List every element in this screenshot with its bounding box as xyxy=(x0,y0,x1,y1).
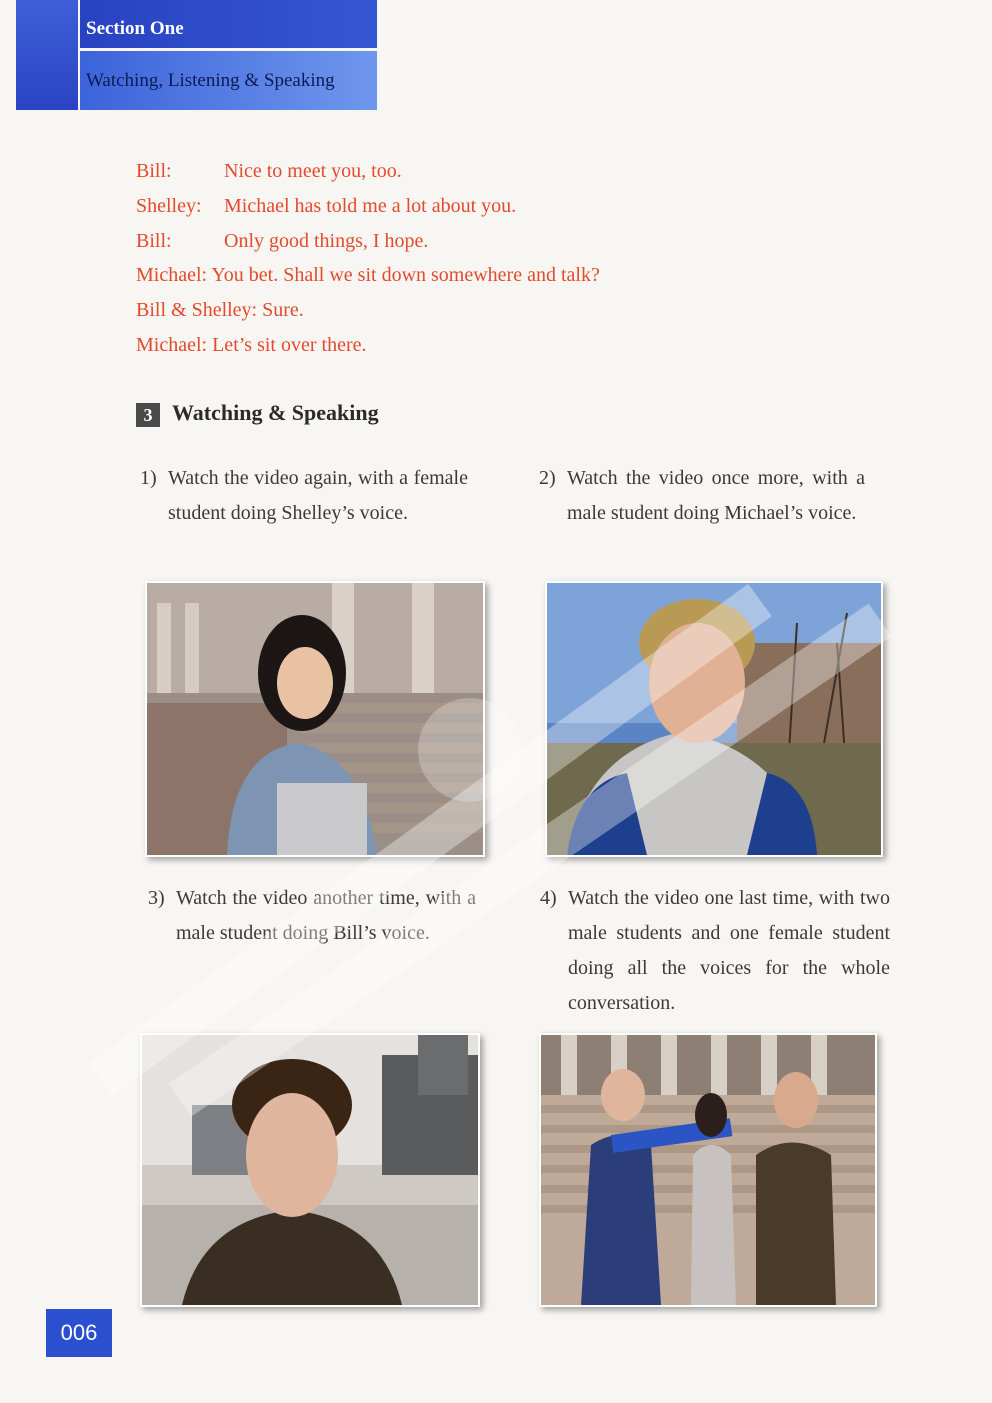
dialogue-text: You bet. Shall we sit down somewhere and talk? xyxy=(211,264,600,287)
photo-illustration xyxy=(547,583,881,855)
section-heading: Watching & Speaking xyxy=(172,400,379,425)
dialogue-text: Nice to meet you, too. xyxy=(224,160,402,182)
dialogue xyxy=(136,154,756,363)
page-number: 006 xyxy=(46,1309,112,1357)
task-text: Watch the video another time, with a male student doing Bill’s voice. xyxy=(176,887,476,944)
speaker: Shelley: xyxy=(136,194,202,217)
speaker: Bill & Shelley: xyxy=(136,299,258,322)
header-color-block xyxy=(16,0,78,110)
section-subtitle: Watching, Listening & Speaking xyxy=(86,70,335,91)
task-text: Watch the video one last time, with two male students and one female student doing all the voices for the whole conversation. xyxy=(568,887,890,1014)
dialogue-text: Only good things, I hope. xyxy=(224,229,429,252)
dialogue-text: Michael has told me a lot about you. xyxy=(224,194,517,217)
photo-illustration xyxy=(147,583,483,855)
photo-female-student xyxy=(145,581,485,857)
speaker: Michael: xyxy=(136,333,208,356)
task-number: 2) xyxy=(539,467,556,489)
speaker: Bill: xyxy=(136,160,172,182)
dialogue-line xyxy=(136,328,756,363)
section-number-badge: 3 xyxy=(136,403,160,427)
section-title: Section One xyxy=(86,18,184,39)
dialogue-line xyxy=(136,189,756,224)
task-1 xyxy=(140,461,468,531)
dialogue-line xyxy=(136,224,756,259)
task-3 xyxy=(148,881,476,951)
task-text: Watch the video once more, with a male student doing Michael’s voice. xyxy=(567,467,865,524)
dialogue-text: Let’s sit over there. xyxy=(212,333,367,356)
speaker: Bill: xyxy=(136,229,172,252)
photo-male-student-bill xyxy=(140,1033,480,1307)
photo-illustration xyxy=(541,1035,875,1305)
photo-male-student-michael xyxy=(545,581,883,857)
dialogue-line xyxy=(136,154,756,189)
dialogue-line xyxy=(136,293,756,328)
speaker: Michael: xyxy=(136,264,208,287)
photo-illustration xyxy=(142,1035,478,1305)
dialogue-text: Sure. xyxy=(262,299,304,322)
task-number: 4) xyxy=(540,887,557,909)
dialogue-line xyxy=(136,258,756,293)
task-text: Watch the video again, with a female student doing Shelley’s voice. xyxy=(168,467,468,524)
photo-three-students xyxy=(539,1033,877,1307)
task-2 xyxy=(539,461,865,531)
task-4 xyxy=(540,881,890,1021)
task-number: 1) xyxy=(140,467,157,489)
task-number: 3) xyxy=(148,887,165,909)
